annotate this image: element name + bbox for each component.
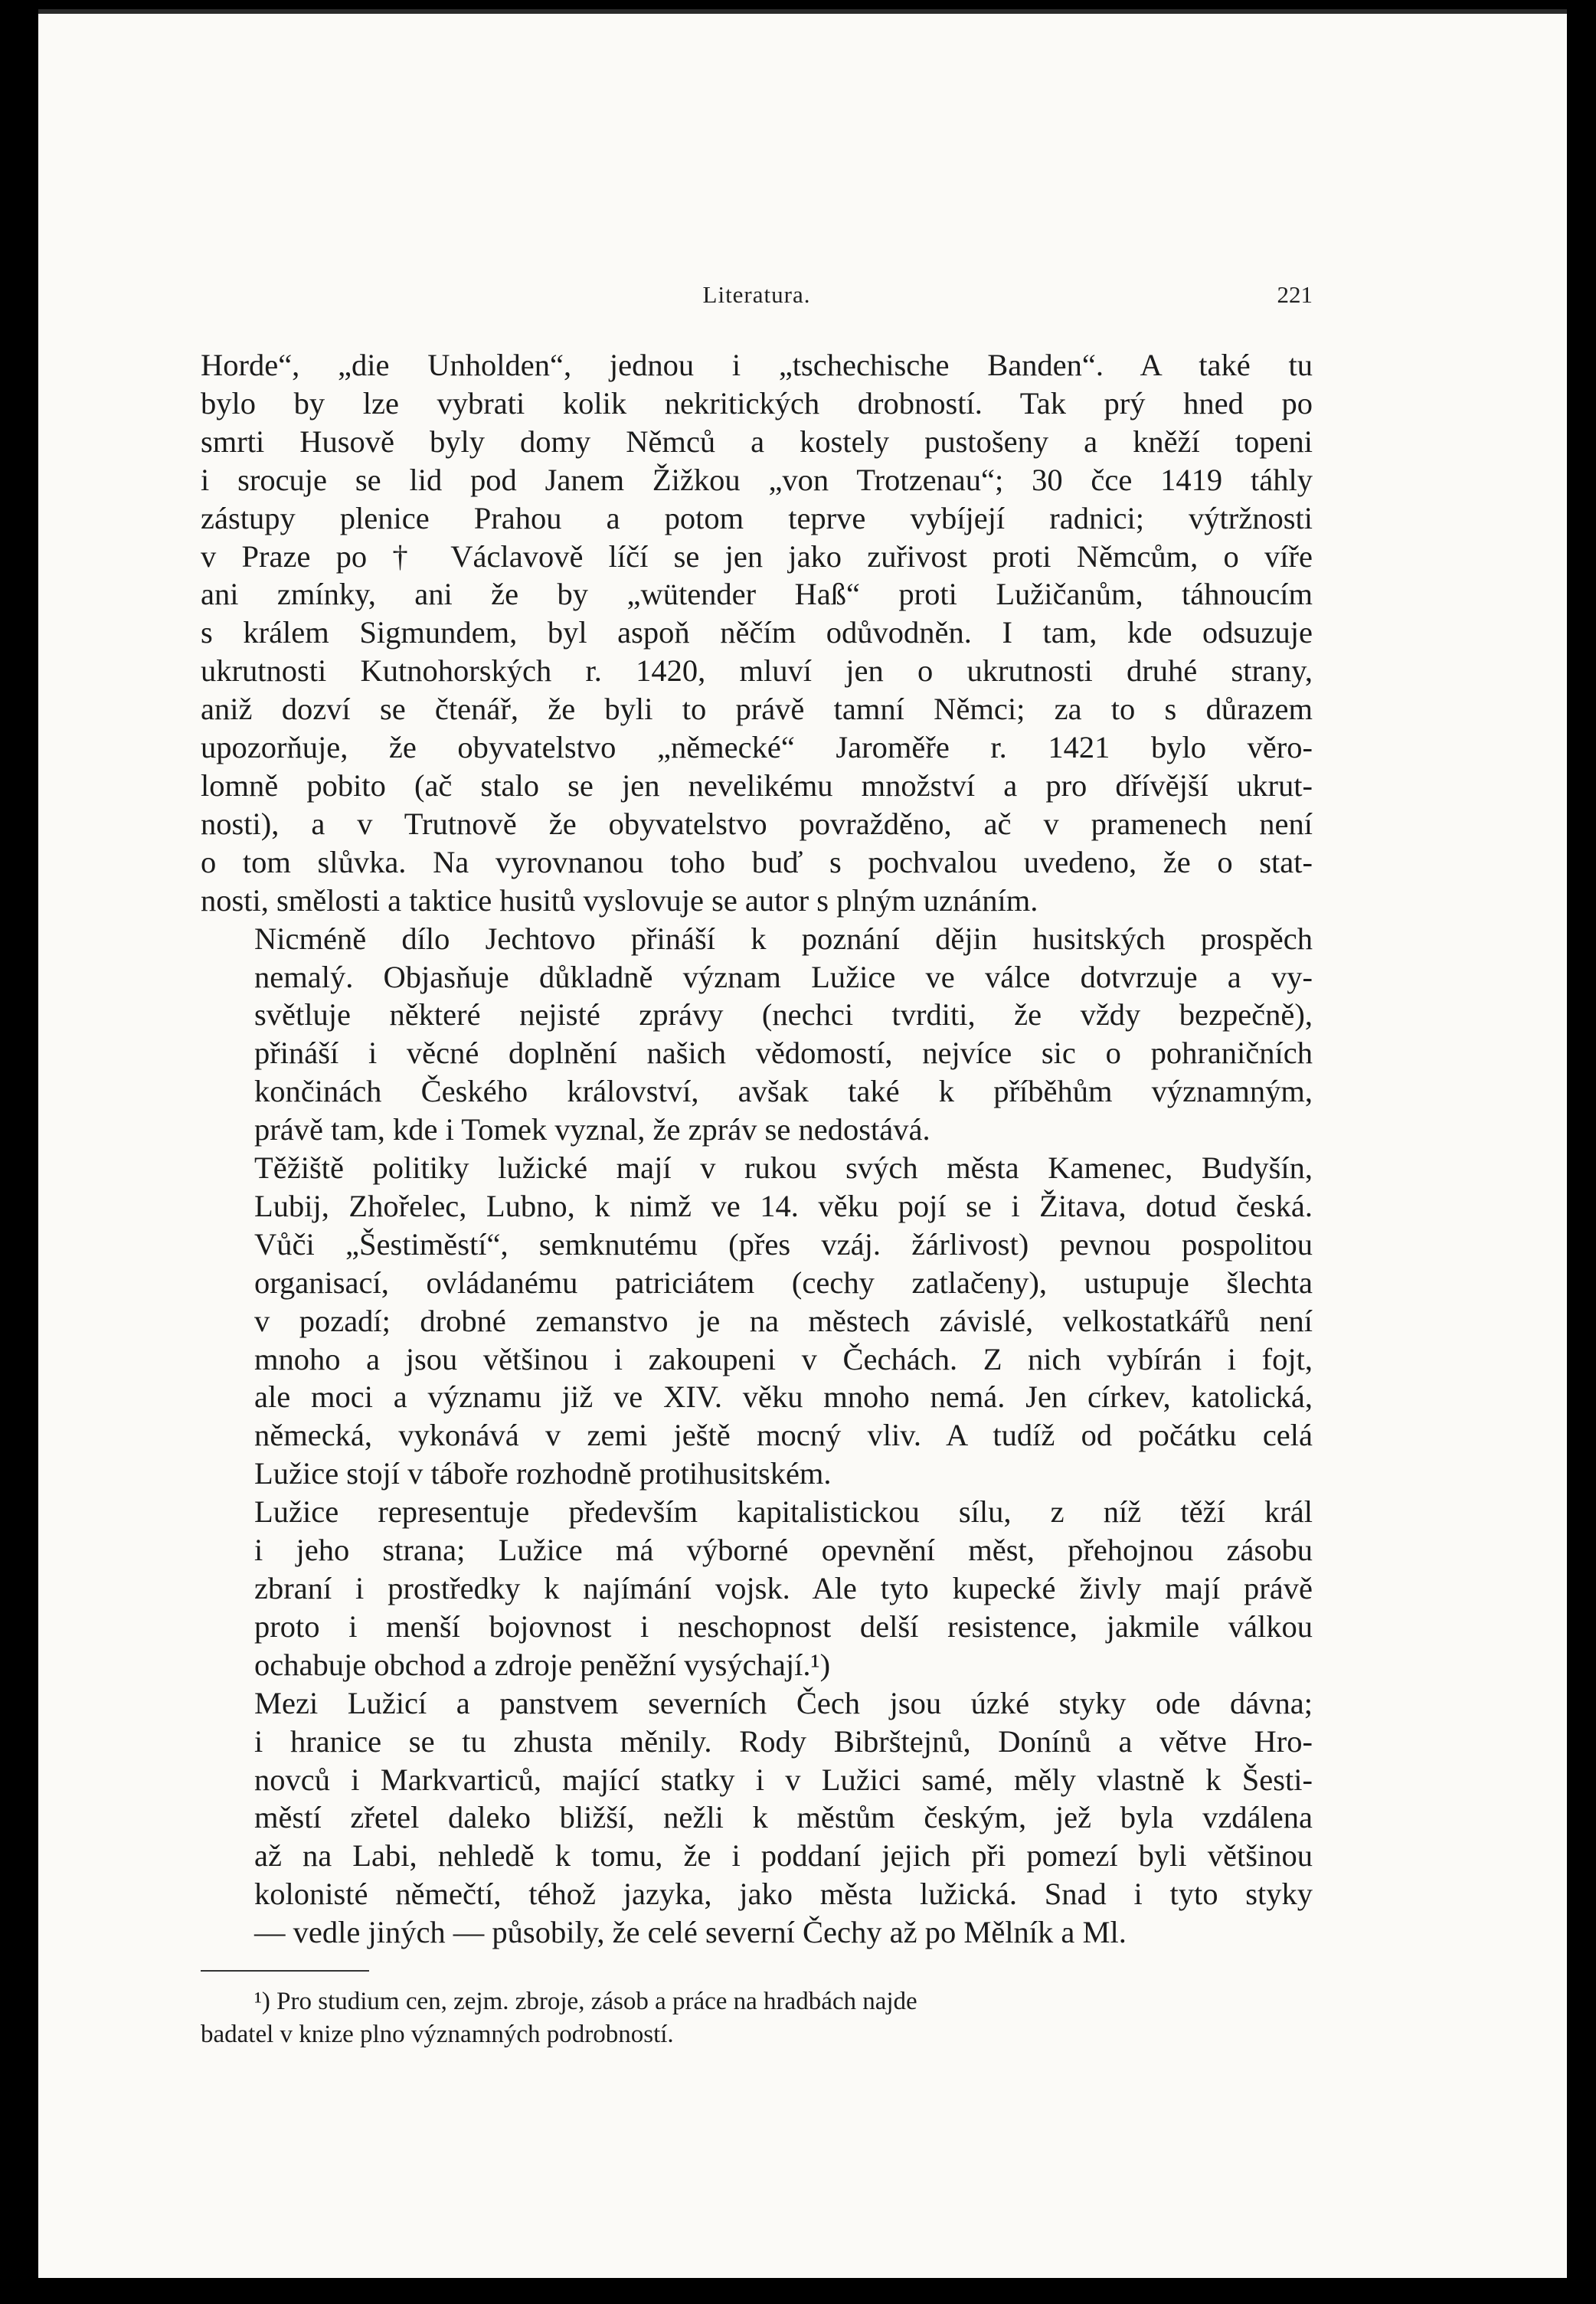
text-line: organisací, ovládanému patriciátem (cechy zatlačeny), ustupuje šlechta [254,1265,1313,1300]
text-line: světluje některé nejisté zprávy (nechci tvrditi, že vždy bezpečně), [254,997,1313,1033]
text-line: kolonisté němečtí, téhož jazyka, jako města lužická. Snad i tyto styky [254,1877,1313,1912]
text-line: přináší i věcné doplnění našich vědomostí, nejvíce sic o pohraničních [254,1036,1313,1071]
text-line: Nicméně dílo Jechtovo přináší k poznání dějin husitských prospěch [254,921,1313,956]
text-line: Mezi Lužicí a panstvem severních Čech jsou úzké styky ode dávna; [254,1685,1313,1720]
text-line: zbraní i prostředky k najímání vojsk. Ale tyto kupecké živly mají právě [254,1571,1313,1605]
text-line: až na Labi, nehledě k tomu, že i poddaní jejich při pomezí byli většinou [254,1838,1313,1874]
text-line: německá, vykonává v zemi ještě mocný vliv. A tudíž od počátku celá [254,1418,1313,1453]
paragraph [201,1684,1313,1952]
text-line: nemalý. Objasňuje důkladně význam Lužice ve válce dotvrzuje a vy- [254,959,1313,994]
text-line: Vůči „Šestiměstí“, semknutému (přes vzáj. žárlivost) pevnou pospolitou [254,1226,1313,1262]
text-line: končinách Českého království, avšak také k příběhům významným, [254,1074,1313,1109]
text-line: nosti, smělosti a taktice husitů vyslovuje se autor s plným uznáním. [201,882,1038,918]
text-line: o tom slůvka. Na vyrovnanou toho buď s pochvalou uvedeno, že o stat- [201,844,1313,879]
book-page [38,9,1567,2278]
text-line: Horde“, „die Unholden“, jednou i „tschechische Banden“. A také tu [201,348,1313,382]
text-line: — vedle jiných — působily, že celé severní Čechy až po Mělník a Ml. [254,1915,1127,1950]
text-line: Lužice stojí v táboře rozhodně protihusitském. [254,1456,832,1491]
page-number: 221 [1277,281,1313,308]
scan-edge [38,9,1567,14]
text-line: ani zmínky, ani že by „wütender Haß“ proti Lužičanům, táhnoucím [201,577,1313,612]
paragraph [201,346,1313,920]
text-line: bylo by lze vybrati kolik nekritických drobností. Tak prý hned po [201,385,1313,421]
text-line: Lubij, Zhořelec, Lubno, k nimž ve 14. věku pojí se i Žitava, dotud česká. [254,1188,1313,1223]
text-line: i srocuje se lid pod Janem Žižkou „von Trotzenau“; 30 čce 1419 táhly [201,462,1313,497]
text-line: ale moci a významu již ve XIV. věku mnoho nemá. Jen církev, katolická, [254,1379,1313,1415]
text-line: aniž dozví se čtenář, že byli to právě tamní Němci; za to s důrazem [201,692,1313,727]
text-line: právě tam, kde i Tomek vyznal, že zpráv se nedostává. [254,1112,930,1147]
text-line: i jeho strana; Lužice má výborné opevnění měst, přehojnou zásobu [254,1533,1313,1568]
footnote-text [201,1985,1313,2051]
text-line: v Praze po † Václavově líčí se jen jako zuřivost proti Němcům, o víře [201,538,1313,574]
text-line: smrti Husově byly domy Němců a kostely pustošeny a kněží topeni [201,424,1313,459]
text-line: městí zřetel daleko bližší, nežli k městům českým, jež byla vzdálena [254,1800,1313,1835]
text-line: Těžiště politiky lužické mají v rukou svých města Kamenec, Budyšín, [254,1150,1313,1186]
footnote [201,1985,1313,2051]
text-line: ochabuje obchod a zdroje peněžní vysýchají.¹) [254,1647,831,1682]
text-line: ¹) Pro studium cen, zejm. zbroje, zásob a práce na hradbách najde [254,1988,917,2015]
paragraph [201,1149,1313,1493]
text-line: upozorňuje, že obyvatelstvo „německé“ Jaroměře r. 1421 bylo věro- [201,730,1313,765]
text-line: novců i Markvarticů, mající statky i v Lužici samé, měly vlastně k Šesti- [254,1762,1313,1797]
body-text [201,346,1313,1952]
running-title: Literatura. [702,281,811,308]
text-line: nosti), a v Trutnově že obyvatelstvo povražděno, ač v pramenech není [201,806,1313,841]
text-line: i hranice se tu zhusta měnily. Rody Bibrštejnů, Donínů a větve Hro- [254,1723,1313,1759]
text-line: v pozadí; drobné zemanstvo je na městech závislé, velkostatkářů není [254,1303,1313,1338]
text-line: badatel v knize plno významných podrobností. [201,2021,674,2048]
text-line: proto i menší bojovnost i neschopnost delší resistence, jakmile válkou [254,1609,1313,1644]
text-line: s králem Sigmundem, byl aspoň něčím odůvodněn. I tam, kde odsuzuje [201,615,1313,650]
text-line: lomně pobito (ač stalo se jen nevelikému množství a pro dřívější ukrut- [201,767,1313,803]
text-line: Lužice representuje především kapitalistickou sílu, z níž těží král [254,1494,1313,1530]
paragraph [201,920,1313,1149]
text-line: mnoho a jsou většinou i zakoupeni v Čechách. Z nich vybírán i fojt, [254,1341,1313,1376]
text-line: ukrutnosti Kutnohorských r. 1420, mluví jen o ukrutnosti druhé strany, [201,653,1313,689]
footnote-rule [201,1970,369,1972]
text-line: zástupy plenice Prahou a potom teprve vybíjejí radnici; výtržnosti [201,500,1313,535]
paragraph [201,1493,1313,1684]
